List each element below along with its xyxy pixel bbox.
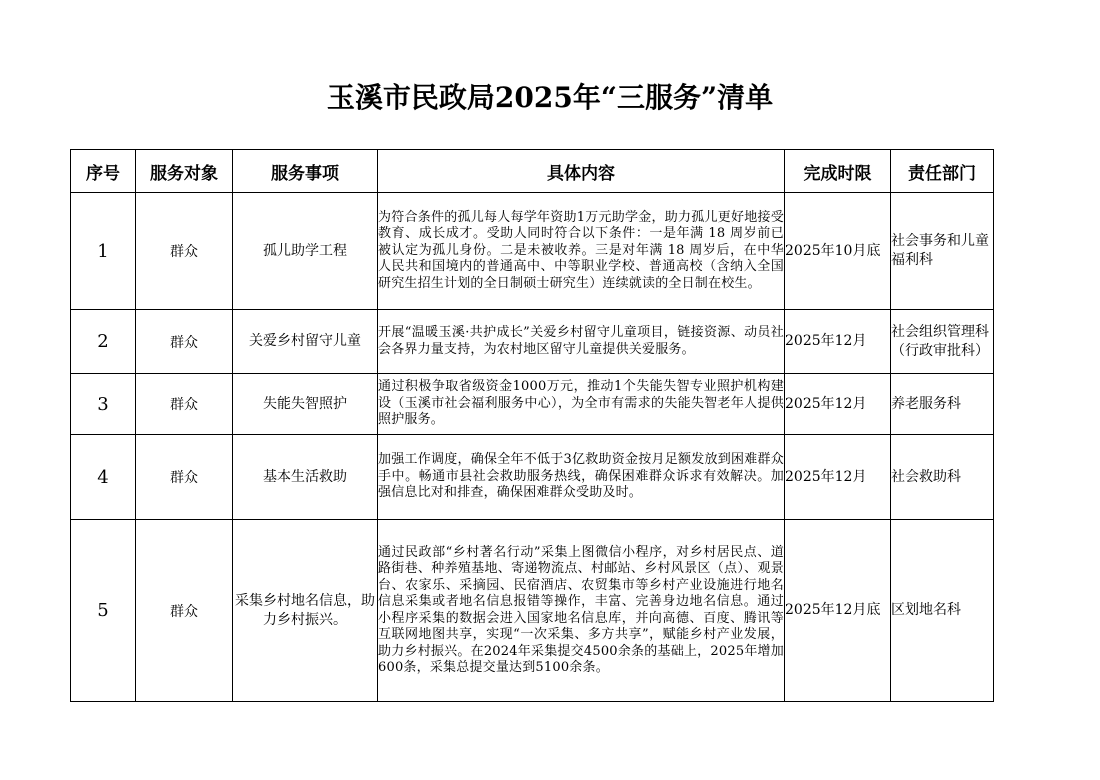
row-dept: 社会救助科 [891,435,994,520]
header-item: 服务事项 [233,150,378,193]
row-item: 失能失智照护 [233,374,378,435]
row-target: 群众 [136,193,233,310]
row-no: 5 [71,520,136,702]
row-no: 1 [71,193,136,310]
row-content: 通过积极争取省级资金1000万元，推动1个失能失智专业照护机构建设（玉溪市社会福利服务中心），为全市有需求的失能失智老年人提供照护服务。 [378,374,785,435]
row-no: 2 [71,310,136,374]
row-no: 3 [71,374,136,435]
row-dept: 社会组织管理科（行政审批科） [891,310,994,374]
row-target: 群众 [136,374,233,435]
row-deadline: 2025年10月底 [785,193,891,310]
row-item: 基本生活救助 [233,435,378,520]
row-no: 4 [71,435,136,520]
row-deadline: 2025年12月底 [785,520,891,702]
header-deadline: 完成时限 [785,150,891,193]
table-row [71,310,994,374]
row-deadline: 2025年12月 [785,435,891,520]
header-target: 服务对象 [136,150,233,193]
table-row [71,435,994,520]
row-dept: 养老服务科 [891,374,994,435]
row-item: 孤儿助学工程 [233,193,378,310]
header-content: 具体内容 [378,150,785,193]
row-content: 开展“温暖玉溪·共护成长”关爱乡村留守儿童项目，链接资源、动员社会各界力量支持，为农村地区留守儿童提供关爱服务。 [378,310,785,374]
header-no: 序号 [71,150,136,193]
table-header-row [71,150,994,193]
row-deadline: 2025年12月 [785,310,891,374]
row-item: 关爱乡村留守儿童 [233,310,378,374]
row-target: 群众 [136,310,233,374]
header-dept: 责任部门 [891,150,994,193]
row-dept: 社会事务和儿童福利科 [891,193,994,310]
row-dept: 区划地名科 [891,520,994,702]
row-content: 为符合条件的孤儿每人每学年资助1万元助学金，助力孤儿更好地接受教育、成长成才。受助人同时符合以下条件：一是年满 18 周岁前已被认定为孤儿身份。二是未被收养。三是对年满 18 周岁后，在中华人民共和国境内的普通高中、中等职业学校、普通高校（含纳入全国研究生招生计划的全日制硕士研究生）连续就读的全日制在校生。 [378,193,785,310]
row-target: 群众 [136,435,233,520]
row-deadline: 2025年12月 [785,374,891,435]
row-content: 通过民政部“乡村著名行动”采集上图微信小程序，对乡村居民点、道路街巷、种养殖基地、寄递物流点、村邮站、乡村风景区（点）、观景台、农家乐、采摘园、民宿酒店、农贸集市等乡村产业设施进行地名信息采集或者地名信息报错等操作，丰富、完善身边地名信息。通过小程序采集的数据会进入国家地名信息库，并向高德、百度、腾讯等互联网地图共享，实现“一次采集、多方共享”，赋能乡村产业发展，助力乡村振兴。在2024年采集提交4500余条的基础上，2025年增加600条，采集总提交量达到5100余条。 [378,520,785,702]
table-row [71,374,994,435]
row-target: 群众 [136,520,233,702]
row-item: 采集乡村地名信息，助力乡村振兴。 [233,520,378,702]
table-row [71,520,994,702]
table-row [71,193,994,310]
page-title: 玉溪市民政局2025年“三服务”清单 [326,81,774,114]
service-list-table [70,149,994,702]
row-content: 加强工作调度，确保全年不低于3亿救助资金按月足额发放到困难群众手中。畅通市县社会救助服务热线，确保困难群众诉求有效解决。加强信息比对和排查，确保困难群众受助及时。 [378,435,785,520]
